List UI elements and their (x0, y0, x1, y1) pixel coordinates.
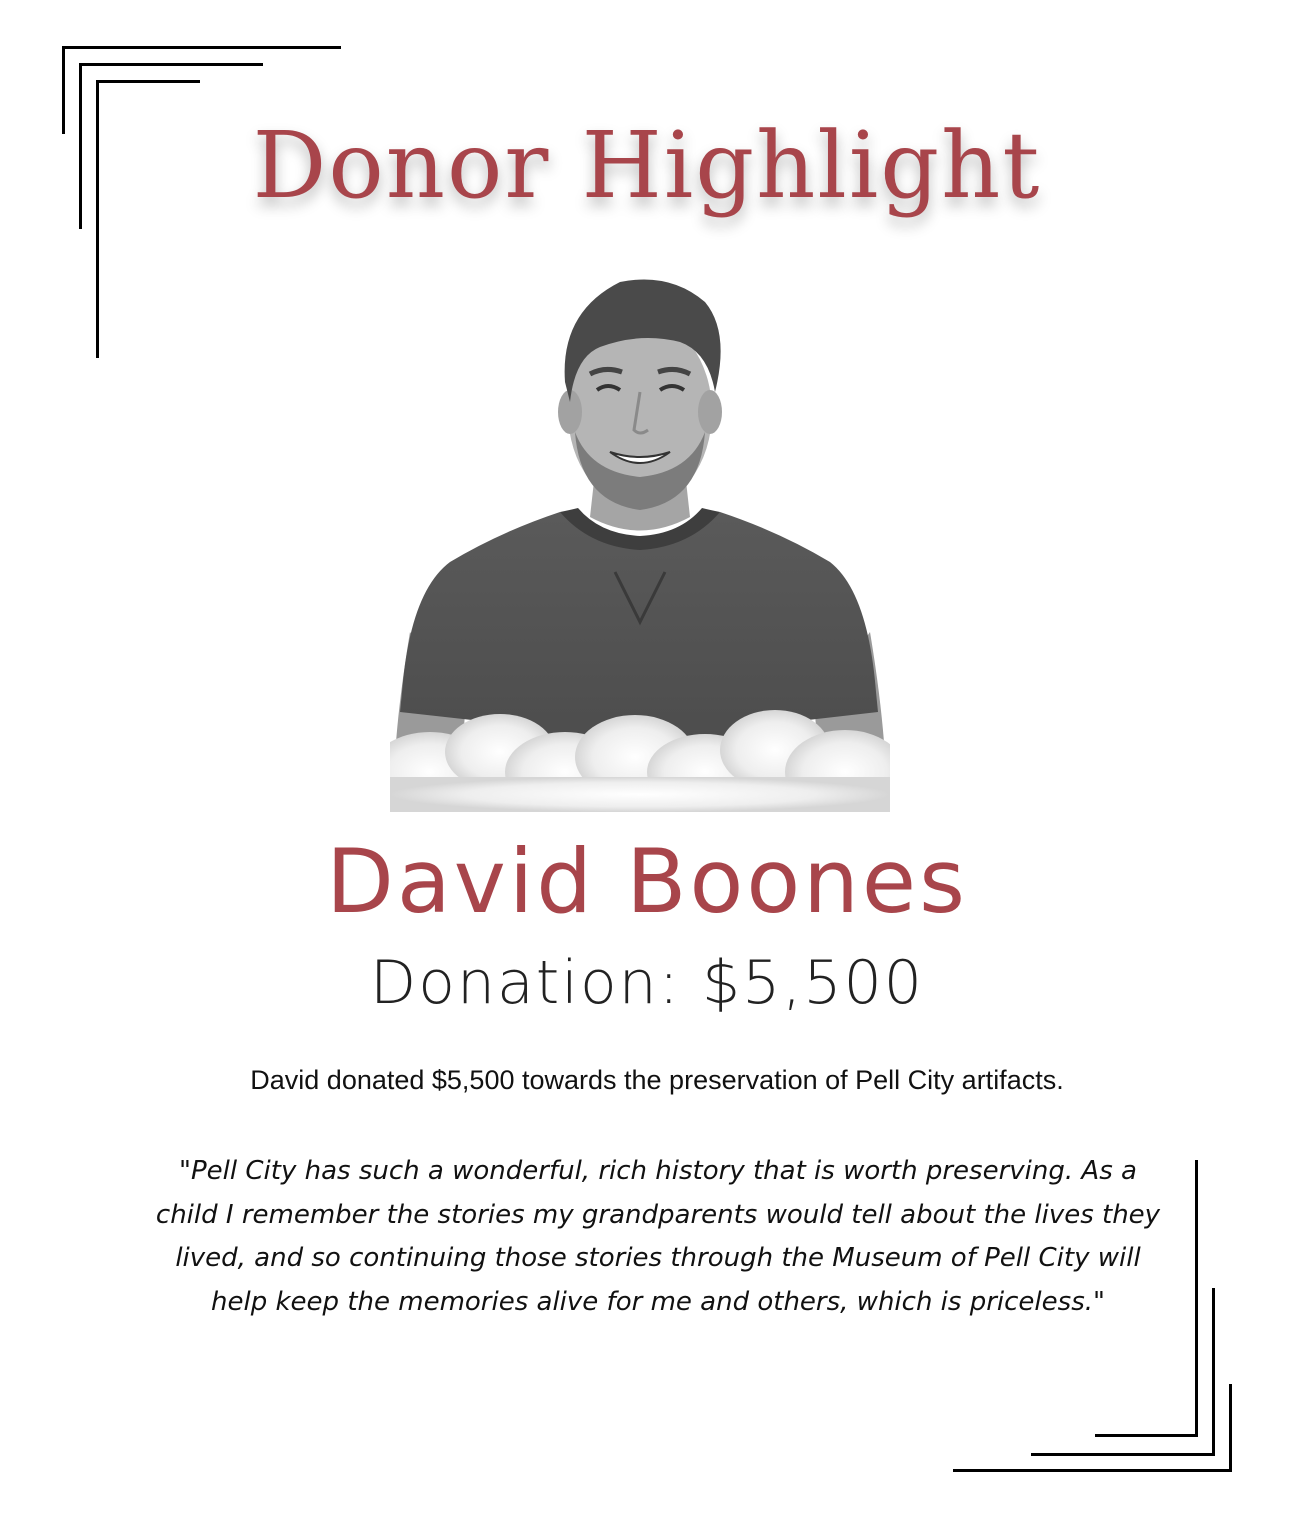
donation-summary: David donated $5,500 towards the preservation of Pell City artifacts. (250, 1065, 1064, 1095)
donation-line (0, 948, 1294, 1018)
donor-quote: "Pell City has such a wonderful, rich history that is worth preserving. As a child I remember the stories my grandparents would tell about the lives they lived, and so continuing those stories through the Museum of Pell City will help keep the memories alive for me and others, which is priceless." (155, 1156, 1161, 1317)
frame-line (79, 63, 263, 66)
donation-label: Donation: (370, 948, 681, 1018)
frame-line (62, 46, 341, 49)
frame-line (1195, 1160, 1198, 1437)
donor-name: David Boones (326, 830, 968, 933)
page-title: Donor Highlight (252, 112, 1042, 219)
frame-line (1031, 1453, 1215, 1456)
ear (698, 390, 722, 434)
donation-amount: $5,500 (701, 948, 924, 1018)
frame-line (96, 80, 200, 83)
frame-line (1212, 1288, 1215, 1456)
clouds (390, 710, 890, 812)
frame-line (1229, 1384, 1232, 1472)
frame-line (1095, 1434, 1198, 1437)
frame-line (953, 1469, 1232, 1472)
donor-portrait (390, 272, 890, 812)
